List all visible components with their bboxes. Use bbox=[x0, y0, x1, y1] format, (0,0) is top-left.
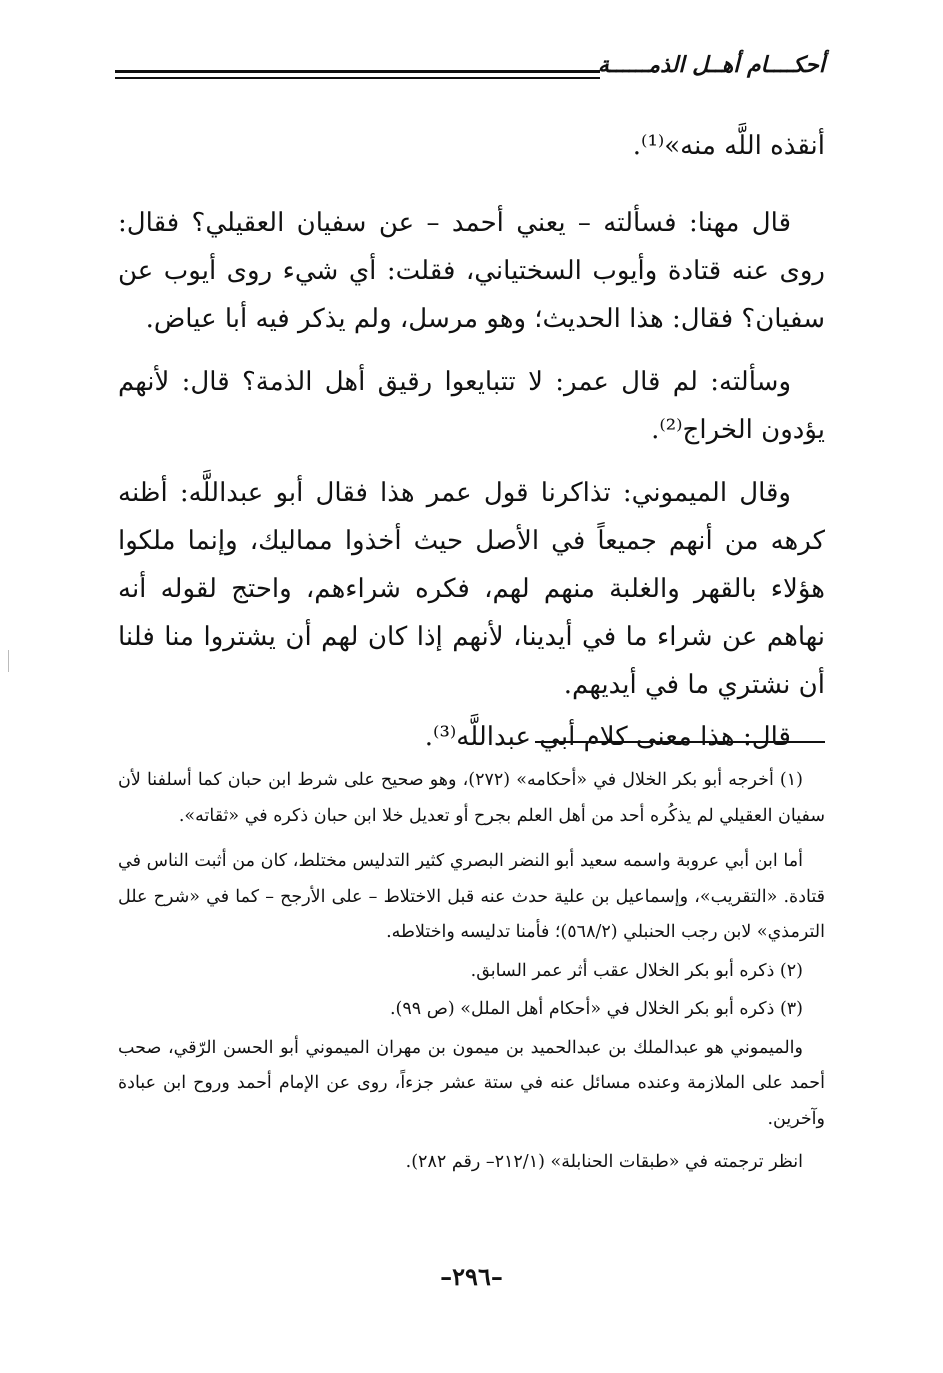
main-paragraph: قال: هذا معنى كلام أبي عبداللَّه⁽³⁾. bbox=[424, 722, 791, 752]
footnote: (٢) ذكره أبو بكر الخلال عقب أثر عمر السابق. bbox=[470, 960, 803, 981]
footnote: والميموني هو عبدالملك بن عبدالحميد بن ميمون بن مهران الميموني أبو الحسن الرّقي، صحب أحمد على الملازمة وعنده مسائل عنه في ستة عشر جزءاً، روى عن الإمام أحمد وروح ابن عبادة وآخرين. bbox=[118, 1037, 825, 1129]
main-paragraph: وقال الميموني: تذاكرنا قول عمر هذا فقال أبو عبداللَّه: أظنه كرهه من أنهم جميعاً في الأصل حيث أخذوا مماليك، وإنما ملكوا هؤلاء بالقهر والغلبة منهم لهم، فكره شراءهم، واحتج لقوله أنه نهاهم عن شراء ما في أيدينا، لأنهم إذا كان لهم أن يشتروا منا فلنا أن نشتري ما في أيديهم. bbox=[118, 478, 825, 700]
main-text bbox=[118, 122, 825, 761]
running-header bbox=[115, 52, 825, 92]
scan-margin-mark bbox=[8, 650, 9, 672]
header-rule bbox=[115, 70, 600, 73]
footnote: (٣) ذكره أبو بكر الخلال في «أحكام أهل الملل» (ص ٩٩). bbox=[389, 999, 803, 1019]
main-paragraph: أنقذه اللَّه منه»⁽¹⁾. bbox=[632, 131, 825, 161]
footnote: أما ابن أبي عروبة واسمه سعيد أبو النضر البصري كثير التدليس مختلط، كان من أثبت الناس في قتادة. «التقريب»، وإسماعيل بن علية حدث عنه قبل الاختلاط – على الأرجح – كما في «شرح علل الترمذي» لابن رجب الحنبلي (٥٦٨/٢)؛ فأمنا تدليسه واختلاطه. bbox=[118, 851, 825, 942]
footnote: انظر ترجمته في «طبقات الحنابلة» (٢١٢/١– رقم ٢٨٢). bbox=[405, 1152, 803, 1172]
running-title: أحكــــام أهــل الذمــــــة bbox=[597, 52, 825, 78]
main-paragraph: وسألته: لم قال عمر: لا تتبايعوا رقيق أهل الذمة؟ قال: لأنهم يؤدون الخراج⁽²⁾. bbox=[118, 367, 825, 445]
header-rule-thin bbox=[115, 77, 600, 79]
footnote-separator bbox=[535, 741, 825, 743]
main-paragraph: قال مهنا: فسألته – يعني أحمد – عن سفيان العقيلي؟ فقال: روى عنه قتادة وأيوب السختياني، فقلت: أي شيء روى أيوب عن سفيان؟ فقال: هذا الحديث؛ وهو مرسل، ولم يذكر فيه أبا عياض. bbox=[118, 208, 825, 334]
footnote: (١) أخرجه أبو بكر الخلال في «أحكامه» (٢٧٢)، وهو صحيح على شرط ابن حبان كما أسلفنا لأن سفيان العقيلي لم يذكُره أحد من أهل العلم بجرح أو تعديل خلا ابن حبان ذكره في «ثقاته». bbox=[118, 770, 825, 826]
page-number: –٢٩٦– bbox=[440, 1262, 503, 1291]
footnotes bbox=[118, 763, 825, 1181]
